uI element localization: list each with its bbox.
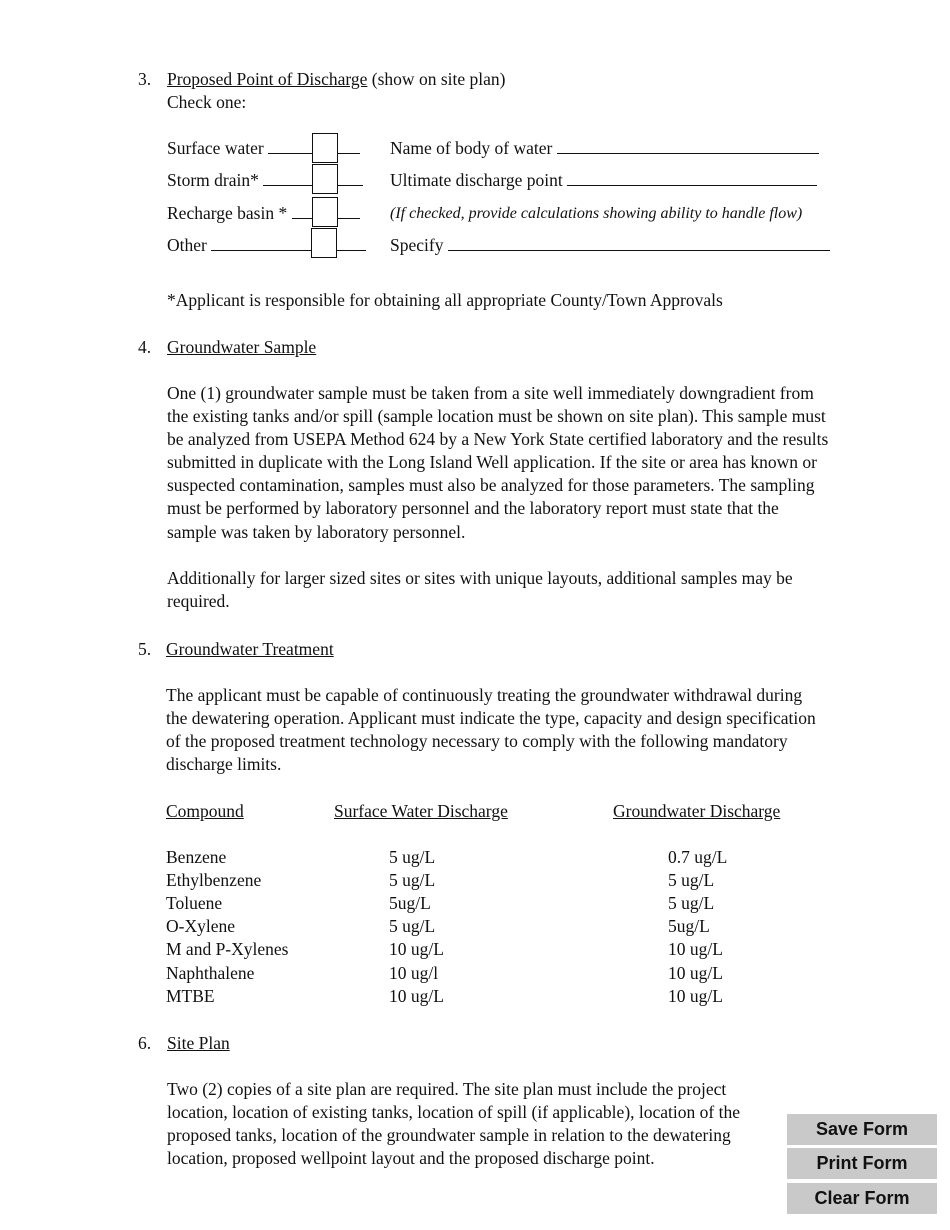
site-plan-paragraph: Two (2) copies of a site plan are required. The site plan must include the project location, location of existing tanks, location of spill (if applicable), location of the proposed tanks, location of the groundwater sample in relation to the dewatering location, proposed wellpoint layout and the proposed discharge point.	[167, 1079, 740, 1169]
print-form-button[interactable]: Print Form	[787, 1148, 937, 1179]
table-cell-groundwater-limit: 0.7 ug/L	[668, 847, 728, 867]
table-cell-compound: Benzene	[166, 847, 227, 867]
option-recharge-basin-label: Recharge basin *	[167, 202, 360, 225]
additional-samples-paragraph: Additionally for larger sized sites or sites with unique layouts, additional samples may be required.	[167, 568, 793, 612]
table-cell-surface-water-limit: 10 ug/l	[389, 962, 439, 983]
other-checkbox[interactable]	[311, 228, 337, 258]
column-header-surface-water: Surface Water Discharge	[334, 801, 508, 821]
column-header-groundwater: Groundwater Discharge	[613, 801, 781, 821]
section-3-title: Proposed Point of Discharge	[167, 69, 368, 89]
table-cell-compound: Toluene	[166, 893, 223, 914]
groundwater-sample-paragraph: One (1) groundwater sample must be taken from a site well immediately downgradient from the existing tanks and/or spill (sample location must be shown on site plan). This sample must be analyzed from USEPA Method 624 by a New York State certified laboratory and the results submitted in duplicate with the Long Island Well application. If the site or area has known or suspected contamination, samples must also be analyzed for those parameters. The sampling must be performed by laboratory personnel and the laboratory report must state that the sample was taken by laboratory personnel.	[167, 383, 829, 542]
table-cell-groundwater-limit: 5ug/L	[668, 916, 710, 937]
table-cell-groundwater-limit: 10 ug/L	[668, 939, 723, 960]
table-cell-compound: M and P-Xylenes	[166, 939, 289, 960]
table-cell-surface-water-limit: 10 ug/L	[389, 939, 444, 960]
site-plan-block	[167, 1078, 843, 1201]
ultimate-discharge-point-field[interactable]: Ultimate discharge point	[390, 169, 817, 192]
table-cell-surface-water-limit: 10 ug/L	[389, 985, 444, 1006]
section-3-heading	[167, 68, 505, 91]
table-cell-compound: MTBE	[166, 985, 215, 1006]
save-form-button[interactable]: Save Form	[787, 1114, 937, 1145]
table-cell-groundwater-limit: 5 ug/L	[668, 893, 715, 914]
table-cell-compound: O-Xylene	[166, 916, 236, 937]
option-other-label: Other	[167, 234, 366, 257]
section-5-number: 5.	[138, 639, 152, 659]
approvals-footnote: *Applicant is responsible for obtaining all appropriate County/Town Approvals	[167, 290, 723, 310]
section-3-title-suffix: (show on site plan)	[371, 69, 506, 89]
storm-drain-checkbox[interactable]	[312, 164, 338, 194]
check-one-label: Check one:	[167, 92, 247, 112]
table-cell-groundwater-limit: 10 ug/L	[668, 962, 723, 983]
specify-field[interactable]: Specify	[390, 234, 830, 257]
section-3-number: 3.	[138, 69, 152, 89]
table-cell-groundwater-limit: 10 ug/L	[668, 985, 723, 1006]
surface-water-checkbox[interactable]	[312, 133, 338, 163]
section-5-title: Groundwater Treatment	[166, 639, 334, 659]
option-surface-water-label: Surface water	[167, 137, 360, 160]
table-cell-compound: Naphthalene	[166, 962, 255, 983]
table-cell-surface-water-limit: 5 ug/L	[389, 870, 436, 891]
section-6-title: Site Plan	[167, 1033, 230, 1053]
recharge-basin-note: (If checked, provide calculations showing ability to handle flow)	[390, 205, 803, 222]
clear-form-button[interactable]: Clear Form	[787, 1183, 937, 1214]
column-header-compound: Compound	[166, 801, 244, 821]
body-of-water-field[interactable]: Name of body of water	[390, 137, 819, 160]
section-4-number: 4.	[138, 337, 152, 357]
groundwater-treatment-paragraph: The applicant must be capable of continuously treating the groundwater withdrawal during the dewatering operation. Applicant must indicate the type, capacity and design specification of the proposed treatment technology necessary to comply with the following mandatory discharge limits.	[166, 685, 816, 775]
recharge-basin-checkbox[interactable]	[312, 197, 338, 227]
table-cell-surface-water-limit: 5 ug/L	[389, 847, 436, 867]
table-cell-groundwater-limit: 5 ug/L	[668, 870, 715, 891]
table-cell-surface-water-limit: 5 ug/L	[389, 916, 436, 937]
section-4-title: Groundwater Sample	[167, 337, 317, 357]
table-cell-surface-water-limit: 5ug/L	[389, 893, 431, 914]
table-cell-compound: Ethylbenzene	[166, 870, 262, 891]
section-6-number: 6.	[138, 1033, 152, 1053]
option-storm-drain-label: Storm drain*	[167, 169, 363, 192]
